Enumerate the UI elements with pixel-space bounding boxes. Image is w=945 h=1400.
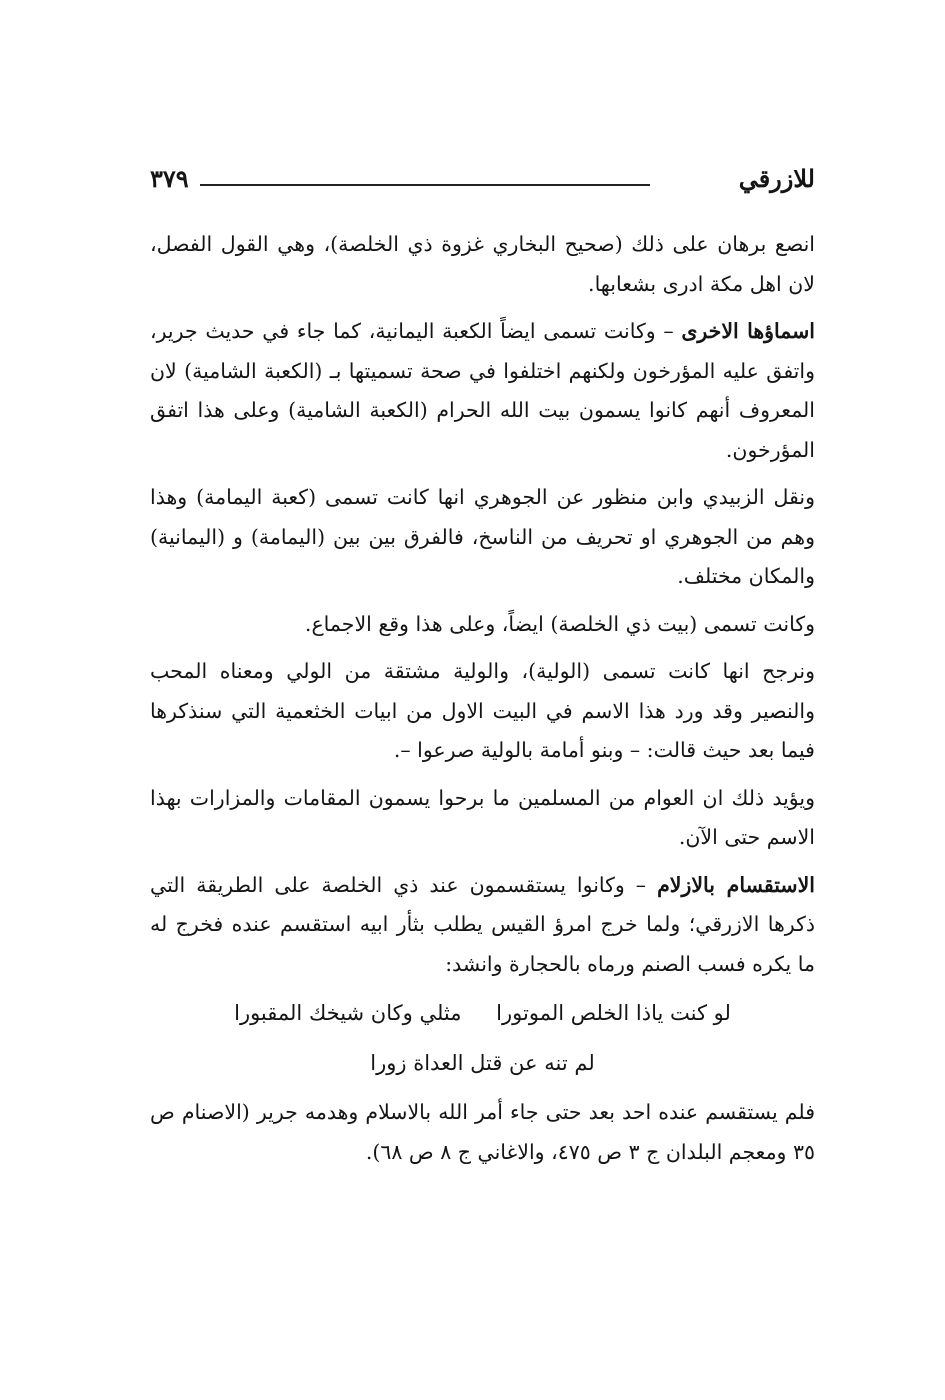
closing-paragraph (150, 1093, 815, 1172)
paragraph-5 (150, 652, 815, 771)
verse-hemistich-3: لم تنه عن قتل العداة زورا (370, 1050, 595, 1075)
paragraph-1-text: انصع برهان على ذلك (صحيح البخاري غزوة ذي الخلصة)، وهي القول الفصل، لان اهل مكة ادرى بشعابها. (150, 232, 815, 296)
paragraph-7 (150, 866, 815, 985)
section-heading-arrows: الاستقسام بالازلام (657, 872, 815, 897)
paragraph-4 (150, 605, 815, 645)
header-rule (200, 184, 650, 186)
verse-line-1 (150, 994, 815, 1034)
section-heading-other-names: اسماؤها الاخرى (681, 319, 815, 343)
body-text (150, 225, 815, 1180)
paragraph-2 (150, 312, 815, 470)
verse-hemistich-1: لو كنت ياذا الخلص الموتورا (496, 1001, 731, 1025)
paragraph-6 (150, 779, 815, 858)
paragraph-3 (150, 478, 815, 597)
paragraph-2-text: – وكانت تسمى ايضاً الكعبة اليمانية، كما جاء في حديث جرير، واتفق عليه المؤرخون ولكنهم اختلفوا في صحة تسميتها بـ (الكعبة الشامية) لان المعروف أنهم كانوا يسمون بيت الله الحرام (الكعبة الشامية) وعلى هذا اتفق المؤرخون. (150, 319, 815, 462)
verse-line-2 (150, 1044, 815, 1084)
paragraph-5-text: ونرجح انها كانت تسمى (الولية)، والولية مشتقة من الولي ومعناه المحب والنصير وقد ورد هذا الاسم في البيت الاول من ابيات الخثعمية التي سنذكرها فيما بعد حيث قالت: – وبنو أمامة بالولية صرعوا –. (150, 659, 815, 762)
paragraph-1 (150, 225, 815, 304)
running-title: للازرقي (738, 164, 815, 193)
verse-hemistich-2: مثلي وكان شيخك المقبورا (234, 1001, 462, 1025)
paragraph-7-text: – وكانوا يستقسمون عند ذي الخلصة على الطريقة التي ذكرها الازرقي؛ ولما خرج امرؤ القيس يطلب بثأر ابيه استقسم عنده فخرج له ما يكره فسب الصنم ورماه بالحجارة وانشد: (150, 872, 815, 976)
page-number: ٣٧٩ (150, 164, 189, 193)
paragraph-3-text: ونقل الزبيدي وابن منظور عن الجوهري انها كانت تسمى (كعبة اليمامة) وهذا وهم من الجوهري او تحريف من الناسخ، فالفرق بين بين (اليمامة) و (اليمانية) والمكان مختلف. (150, 485, 815, 588)
paragraph-6-text: ويؤيد ذلك ان العوام من المسلمين ما برحوا يسمون المقامات والمزارات بهذا الاسم حتى الآن. (150, 785, 815, 849)
page-header (150, 160, 815, 200)
paragraph-4-text: وكانت تسمى (بيت ذي الخلصة) ايضاً، وعلى هذا وقع الاجماع. (304, 611, 815, 636)
closing-paragraph-text: فلم يستقسم عنده احد بعد حتى جاء أمر الله بالاسلام وهدمه جرير (الاصنام ص ٣٥ ومعجم البلدان ج ٣ ص ٤٧٥، والاغاني ج ٨ ص ٦٨). (150, 1100, 815, 1164)
